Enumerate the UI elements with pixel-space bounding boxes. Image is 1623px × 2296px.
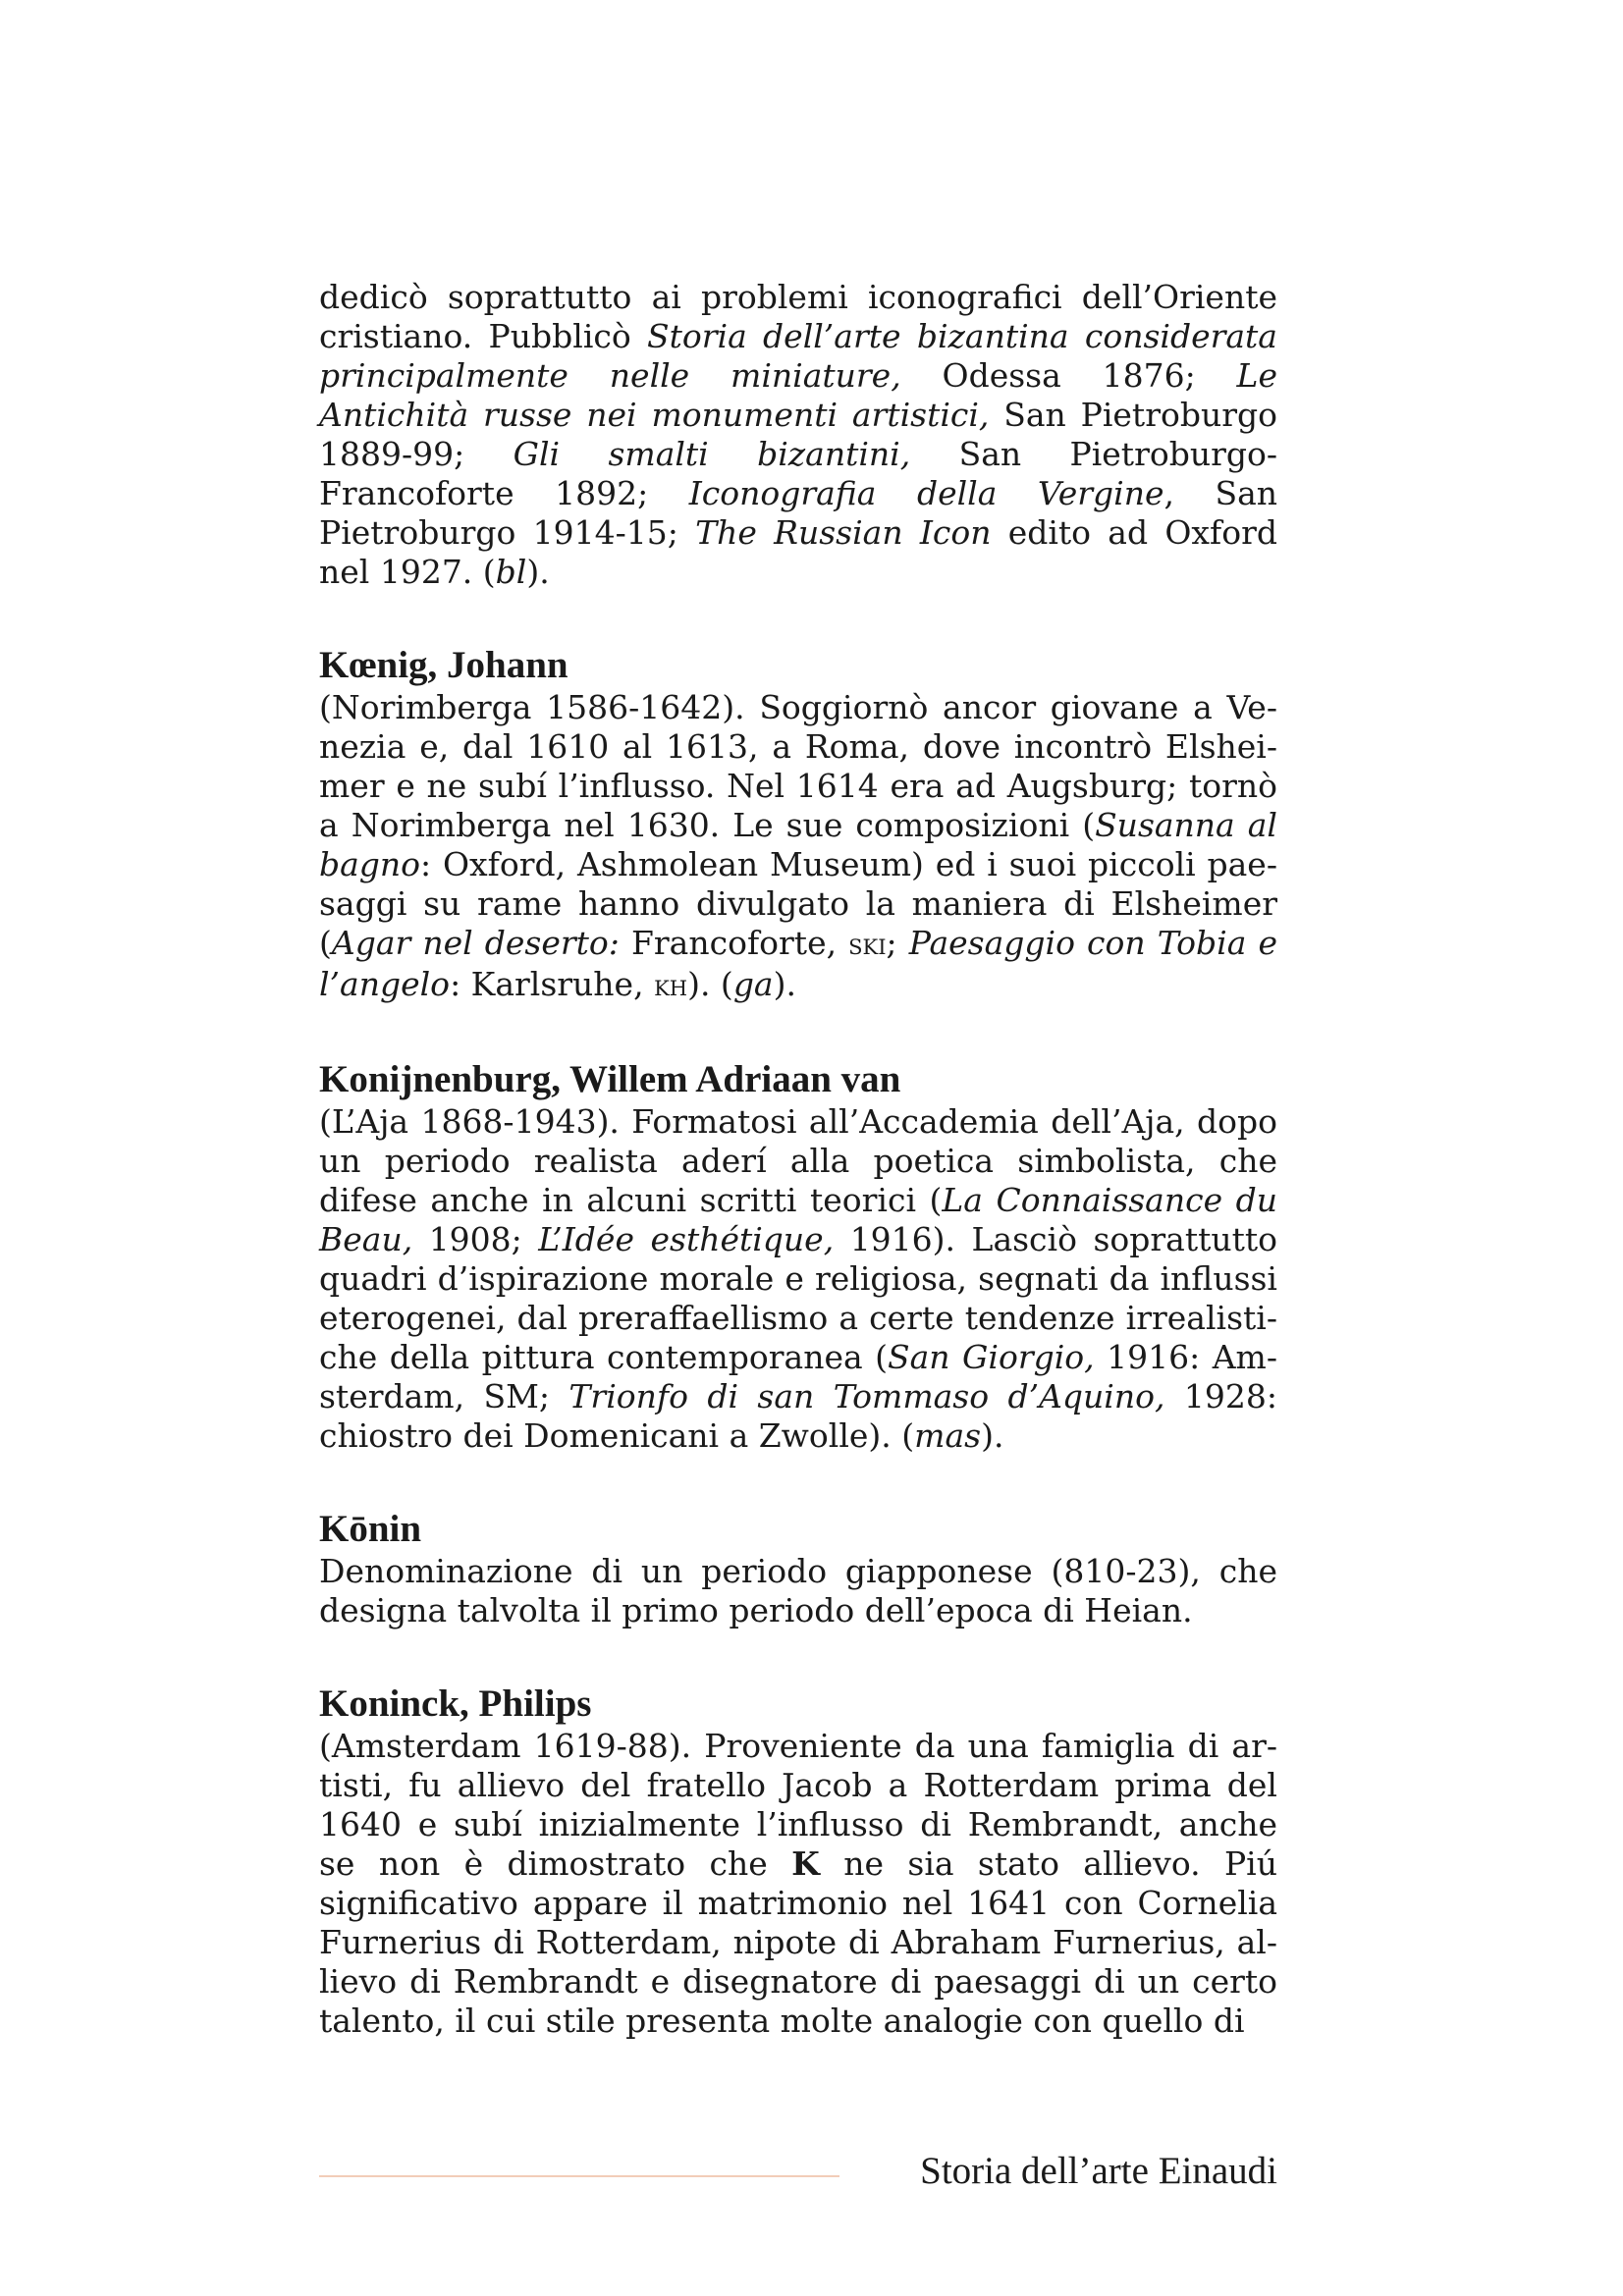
entry-heading: Kōnin (319, 1508, 422, 1550)
continuation-paragraph: dedicò soprattutto ai problemi iconografici dell’Oriente cristiano. Pubblicò Storia dell’arte bizantina considerata principalmente nelle miniature, Odessa 1876; Le Antichità russe nei monumenti artistici, San Pietroburgo 1889-99; Gli smalti bizantini, San Pietroburgo-Francoforte 1892; Iconografia della Vergine, San Pietroburgo 1914-15; The Russian Icon edito ad Oxford nel 1927. (bl). (319, 278, 1278, 591)
entry-text: (Norimberga 1586-1642). Soggiornò ancor giovane a Venezia e, dal 1610 al 1613, a Roma, dove incontrò Elsheimer e ne subí l’influsso. Nel 1614 era ad Augsburg; tornò a Norimberga nel 1630. Le sue composizioni (Susanna al bagno: Oxford, Ashmolean Museum) ed i suoi piccoli paesaggi su rame hanno divulgato la maniera di Elsheimer (Agar nel deserto: Francoforte, ski; Paesaggio con Tobia e l’angelo: Karlsruhe, kh). (ga). (319, 688, 1277, 1003)
footer-publisher: Storia dell’arte Einaudi (920, 2150, 1277, 2192)
entry-heading: Konijnenburg, Willem Adriaan van (319, 1058, 901, 1100)
entry-konig (319, 643, 1277, 1006)
entry-konin (319, 1507, 1277, 1630)
entry-konijnenburg (319, 1057, 1277, 1456)
footer-rule (319, 2175, 839, 2177)
entry-text: Denominazione di un periodo giapponese (810-23), che designa talvolta il primo periodo dell’epoca di Heian. (319, 1552, 1277, 1629)
page-body (319, 278, 1277, 2041)
entry-heading: Kœnig, Johann (319, 644, 568, 686)
entry-text: (Amsterdam 1619-88). Proveniente da una famiglia di artisti, fu allievo del fratello Jacob a Rotterdam prima del 1640 e subí inizialmente l’influsso di Rembrandt, anche se non è dimostrato che K ne sia stato allievo. Piú significativo appare il matrimonio nel 1641 con Cornelia Furnerius di Rotterdam, nipote di Abraham Furnerius, allievo di Rembrandt e disegnatore di paesaggi di un certo talento, il cui stile presenta molte analogie con quello di (319, 1727, 1277, 2040)
page-footer (319, 2150, 1277, 2193)
entry-heading: Koninck, Philips (319, 1682, 592, 1725)
entry-koninck (319, 1682, 1277, 2041)
entry-text: (L’Aja 1868-1943). Formatosi all’Accademia dell’Aja, dopo un periodo realista aderí alla poetica simbolista, che difese anche in alcuni scritti teorici (La Connaissance du Beau, 1908; L’Idée esthétique, 1916). Lasciò soprattutto quadri d’ispirazione morale e religiosa, segnati da influssi eterogenei, dal preraffaellismo a certe tendenze irrealistiche della pittura contemporanea (San Giorgio, 1916: Amsterdam, SM; Trionfo di san Tommaso d’Aquino, 1928: chiostro dei Domenicani a Zwolle). (mas). (319, 1102, 1277, 1455)
